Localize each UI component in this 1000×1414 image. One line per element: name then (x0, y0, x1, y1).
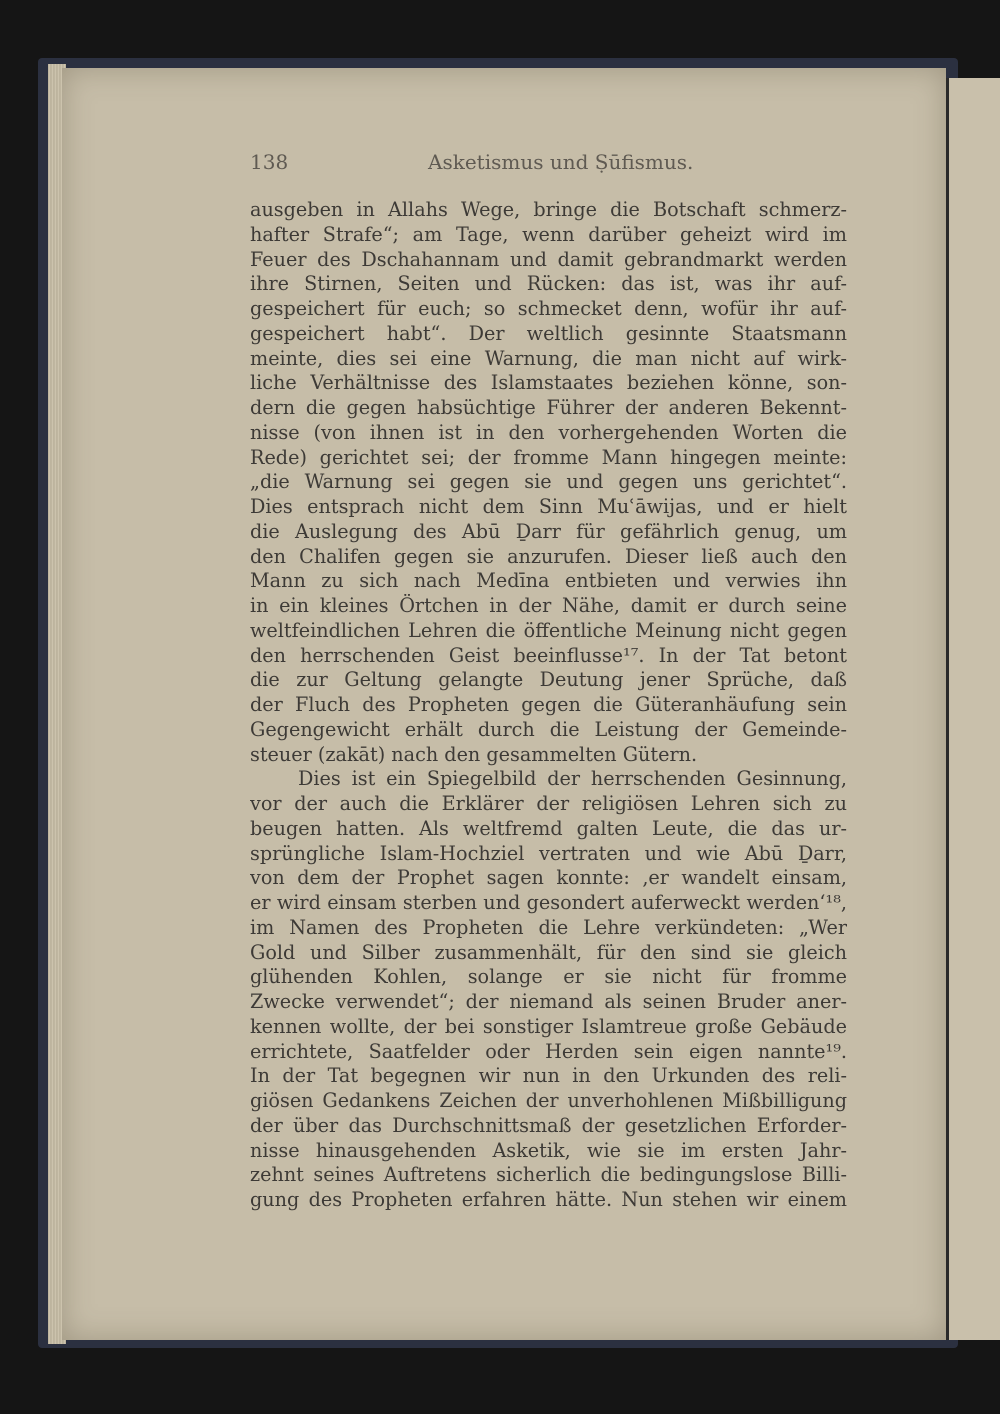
text-line: Dies ist ein Spiegelbild der herrschenden Gesinnung, (298, 767, 847, 791)
text-line: dern die gegen habsüchtige Führer der anderen Bekennt- (250, 396, 847, 419)
text-line: ihre Stirnen, Seiten und Rücken: das ist, was ihr auf- (250, 272, 847, 296)
text-line: Gold und Silber zusammenhält, für den sind sie gleich (250, 940, 847, 964)
text-line: Mann zu sich nach Medīna entbieten und verwies ihn (250, 569, 847, 593)
page-header (250, 150, 850, 180)
text-line: hafter Strafe“; am Tage, wenn darüber geheizt wird im (250, 222, 847, 246)
text-line: meinte, dies sei eine Warnung, die man nicht auf wirk- (250, 346, 847, 370)
text-line: in ein kleines Örtchen in der Nähe, damit er durch seine (250, 594, 847, 617)
text-line: der über das Durchschnittsmaß der gesetzlichen Erforder- (250, 1113, 847, 1137)
text-line: von dem der Prophet sagen konnte: ‚er wandelt einsam, (250, 866, 847, 890)
text-line: er wird einsam sterben und gesondert auferweckt werden‘¹⁸, (250, 891, 847, 914)
text-line: Gegengewicht erhält durch die Leistung der Gemeinde- (250, 717, 847, 741)
text-line: die Auslegung des Abū Ḏarr für gefährlich genug, um (250, 519, 847, 543)
text-line: zehnt seines Auftretens sicherlich die bedingungslose Billi- (250, 1163, 847, 1187)
text-line: giösen Gedankens Zeichen der unverhohlenen Mißbilligung (250, 1089, 847, 1112)
text-line: gespeichert für euch; so schmecket denn, wofür ihr auf- (250, 297, 847, 320)
text-line: steuer (zakāt) nach den gesammelten Gütern. (250, 742, 698, 766)
text-line: ausgeben in Allahs Wege, bringe die Botschaft schmerz- (250, 198, 847, 221)
text-line: den Chalifen gegen sie anzurufen. Dieser ließ auch den (250, 544, 847, 568)
text-line: nisse hinausgehenden Asketik, wie sie im ersten Jahr- (250, 1138, 847, 1162)
text-line: sprüngliche Islam-Hochziel vertraten und wie Abū Ḏarr, (250, 841, 847, 865)
text-line: Zwecke verwendet“; der niemand als seinen Bruder aner- (250, 990, 847, 1013)
text-line: gespeichert habt“. Der weltlich gesinnte Staatsmann (250, 321, 847, 345)
page-number: 138 (250, 150, 289, 174)
text-line: nisse (von ihnen ist in den vorhergehenden Worten die (250, 420, 847, 444)
text-line: vor der auch die Erklärer der religiösen Lehren sich zu (250, 792, 847, 815)
text-line: glühenden Kohlen, solange er sie nicht für fromme (250, 965, 847, 989)
text-line: gung des Propheten erfahren hätte. Nun stehen wir einem (250, 1188, 847, 1211)
text-line: „die Warnung sei gegen sie und gegen uns gerichtet“. (250, 470, 847, 494)
facing-page-edge (946, 78, 1000, 1340)
text-line: kennen wollte, der bei sonstiger Islamtreue große Gebäude (250, 1014, 847, 1038)
text-line: im Namen des Propheten die Lehre verkündeten: „Wer (250, 915, 847, 939)
text-line: liche Verhältnisse des Islamstaates beziehen könne, son- (250, 371, 847, 395)
text-line: Dies entsprach nicht dem Sinn Muʿāwijas, und er hielt (250, 495, 847, 518)
text-line: Feuer des Dschahannam und damit gebrandmarkt werden (250, 247, 847, 271)
text-line: beugen hatten. Als weltfremd galten Leute, die das ur- (250, 816, 847, 840)
text-line: errichtete, Saatfelder oder Herden sein eigen nannte¹⁹. (250, 1039, 847, 1063)
text-line: den herrschenden Geist beeinflusse¹⁷. In der Tat betont (250, 643, 847, 667)
text-line: Rede) gerichtet sei; der fromme Mann hingegen meinte: (250, 445, 847, 469)
text-line: weltfeindlichen Lehren die öffentliche Meinung nicht gegen (250, 618, 847, 642)
text-line: die zur Geltung gelangte Deutung jener Sprüche, daß (250, 668, 847, 692)
body-text (250, 198, 847, 1213)
text-line: der Fluch des Propheten gegen die Güteranhäufung sein (250, 693, 847, 716)
running-title: Asketismus und Ṣūfismus. (428, 150, 694, 174)
text-line: In der Tat begegnen wir nun in den Urkunden des reli- (250, 1064, 847, 1088)
